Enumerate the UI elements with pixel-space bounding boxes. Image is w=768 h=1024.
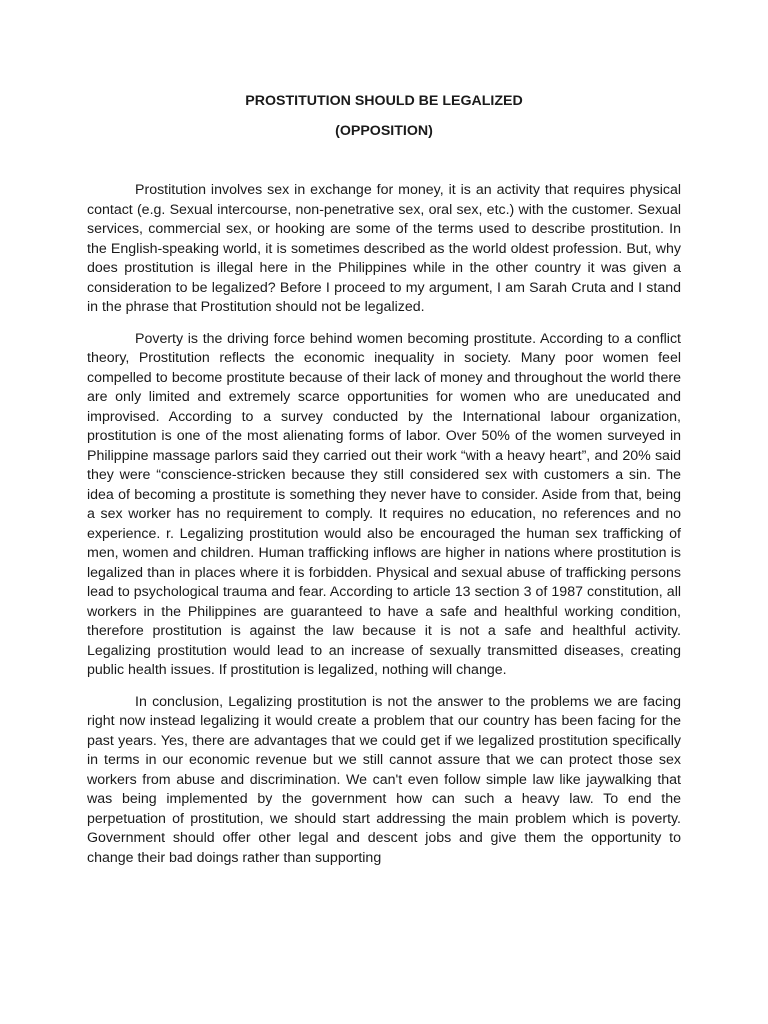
paragraph-conclusion: In conclusion, Legalizing prostitution is not the answer to the problems we are facing right now instead legalizing it would create a problem that our country has been facing for the past years. Yes, there are advantages that we could get if we legalized prostitution specifically in terms in our economic revenue but we still cannot assure that we can protect those sex workers from abuse and discrimination. We can't even follow simple law like jaywalking that was being implemented by the government how can such a heavy law. To end the perpetuation of prostitution, we should start addressing the main problem which is poverty. Government should offer other legal and descent jobs and give them the opportunity to change their bad doings rather than supporting (87, 693, 681, 866)
document-subtitle: (OPPOSITION) (335, 123, 433, 139)
paragraph-introduction: Prostitution involves sex in exchange for money, it is an activity that requires physical contact (e.g. Sexual intercourse, non-penetrative sex, oral sex, etc.) with the customer. Sexual services, commercial sex, or hooking are some of the terms used to describe prostitution. In the English-speaking world, it is sometimes described as the world oldest profession. But, why does prostitution is illegal here in the Philippines while in the other country it was given a consideration to be legalized? Before I proceed to my argument, I am Sarah Cruta and I stand in the phrase that Prostitution should not be legalized. (87, 182, 681, 315)
document-title: PROSTITUTION SHOULD BE LEGALIZED (245, 93, 523, 109)
essay-body (87, 181, 681, 868)
paragraph-argument: Poverty is the driving force behind women becoming prostitute. According to a conflict theory, Prostitution reflects the economic inequality in society. Many poor women feel compelled to become prostitute because of their lack of money and throughout the world there are only limited and extremely scarce opportunities for women who are uneducated and improvised. According to a survey conducted by the International labour organization, prostitution is one of the most alienating forms of labor. Over 50% of the women surveyed in Philippine massage parlors said they carried out their work “with a heavy heart”, and 20% said they were “conscience-stricken because they still considered sex with customers a sin. The idea of becoming a prostitute is something they never have to consider. Aside from that, being a sex worker has no requirement to comply. It requires no education, no references and no experience. r. Legalizing prostitution would also be encouraged the human sex trafficking of men, women and children. Human trafficking inflows are higher in nations where prostitution is legalized than in places where it is forbidden. Physical and sexual abuse of trafficking persons lead to psychological trauma and fear. According to article 13 section 3 of 1987 constitution, all workers in the Philippines are guaranteed to have a safe and healthful working condition, therefore prostitution is against the law because it is not a safe and healthful activity. Legalizing prostitution would lead to an increase of sexually transmitted diseases, creating public health issues. If prostitution is legalized, nothing will change. (87, 330, 681, 678)
